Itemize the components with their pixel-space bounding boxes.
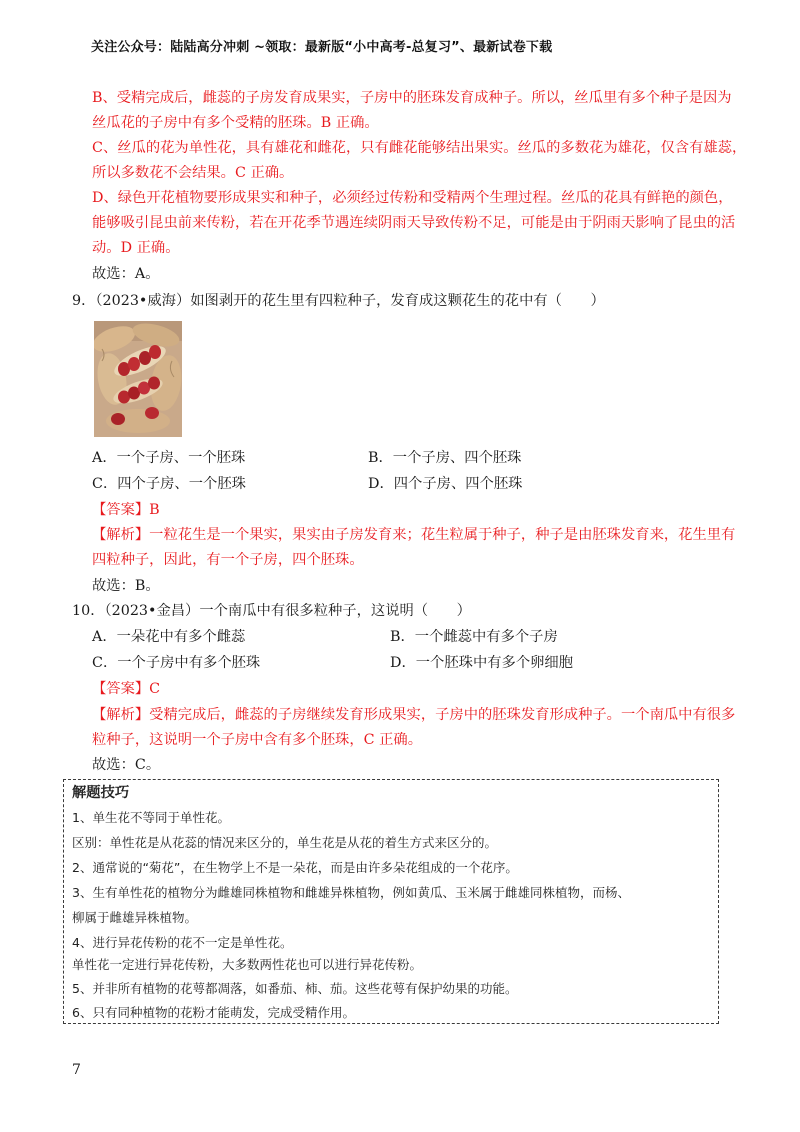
q10-option-a: A．一朵花中有多个雌蕊 [92,629,246,645]
tip-line: 5、并非所有植物的花萼都凋落，如番茄、柿、茄。这些花萼有保护幼果的功能。 [72,981,518,996]
q9-option-a: A．一个子房、一个胚珠 [92,450,246,466]
page-header: 关注公众号：陆陆高分冲刺 ~领取：最新版“小中高考-总复习”、最新试卷下载 [91,40,553,55]
q10-option-d: D．一个胚珠中有多个卵细胞 [390,655,574,671]
explanation-c-line1: C、丝瓜的花为单性花，具有雄花和雌花，只有雌花能够结出果实。丝瓜的多数花为雄花，仅含有雄蕊， [92,140,747,156]
q9-analysis-line1: 【解析】一粒花生是一个果实，果实由子房发育来；花生粒属于种子，种子是由胚珠发育来，花生里有 [92,527,736,543]
q9-choice: 故选：B。 [92,578,160,594]
q10-answer: 【答案】C [92,681,161,697]
q9-analysis-line2: 四粒种子，因此，有一个子房，四个胚珠。 [92,552,364,568]
tip-line: 区别：单性花是从花蕊的情况来区分的，单生花是从花的着生方式来区分的。 [72,835,498,850]
peanut-photo [94,321,182,437]
explanation-d-line1: D、绿色开花植物要形成果实和种子，必须经过传粉和受精两个生理过程。丝瓜的花具有鲜艳的颜色， [92,190,733,206]
q10-option-b: B．一个雌蕊中有多个子房 [390,629,558,645]
tip-line: 3、生有单性花的植物分为雌雄同株植物和雌雄异株植物，例如黄瓜、玉米属于雌雄同株植物，而杨、 [72,885,630,900]
tip-line: 1、单生花不等同于单性花。 [72,810,230,825]
explanation-c-line2: 所以多数花不会结果。C 正确。 [92,165,294,181]
prev-choice: 故选：A。 [92,266,160,282]
q10-analysis-line1: 【解析】受精完成后，雌蕊的子房继续发育形成果实，子房中的胚珠发育形成种子。一个南瓜中有很多 [92,707,736,723]
tip-line: 6、只有同种植物的花粉才能萌发，完成受精作用。 [72,1005,355,1020]
q9-option-b: B．一个子房、四个胚珠 [368,450,522,466]
page-number: 7 [72,1062,81,1078]
q10-option-c: C．一个子房中有多个胚珠 [92,655,261,671]
tip-line: 单性花一定进行异花传粉，大多数两性花也可以进行异花传粉。 [72,957,423,972]
explanation-b-line1: B、受精完成后，雌蕊的子房发育成果实，子房中的胚珠发育成种子。所以，丝瓜里有多个种子是因为 [92,90,732,106]
q9-option-d: D．四个子房、四个胚珠 [368,476,523,492]
tips-title: 解题技巧 [72,785,130,801]
explanation-b-line2: 丝瓜花的子房中有多个受精的胚珠。B 正确。 [92,115,379,131]
q10-choice: 故选：C。 [92,757,161,773]
tip-line: 2、通常说的“菊花”，在生物学上不是一朵花，而是由许多朵花组成的一个花序。 [72,860,518,875]
q9-option-c: C．四个子房、一个胚珠 [92,476,246,492]
q9-answer: 【答案】B [92,502,160,518]
q10-stem: 10．（2023•金昌）一个南瓜中有很多粒种子，这说明（ ） [72,603,471,619]
q9-stem: 9．（2023•威海）如图剥开的花生里有四粒种子，发育成这颗花生的花中有（ ） [72,293,605,309]
explanation-d-line2: 能够吸引昆虫前来传粉，若在开花季节遇连续阴雨天导致传粉不足，可能是由于阴雨天影响了昆虫的活 [92,215,736,231]
q10-analysis-line2: 粒种子，这说明一个子房中含有多个胚珠，C 正确。 [92,732,423,748]
tip-line: 柳属于雌雄异株植物。 [72,910,198,925]
explanation-d-line3: 动。D 正确。 [92,240,180,256]
tip-line: 4、进行异花传粉的花不一定是单性花。 [72,935,293,950]
